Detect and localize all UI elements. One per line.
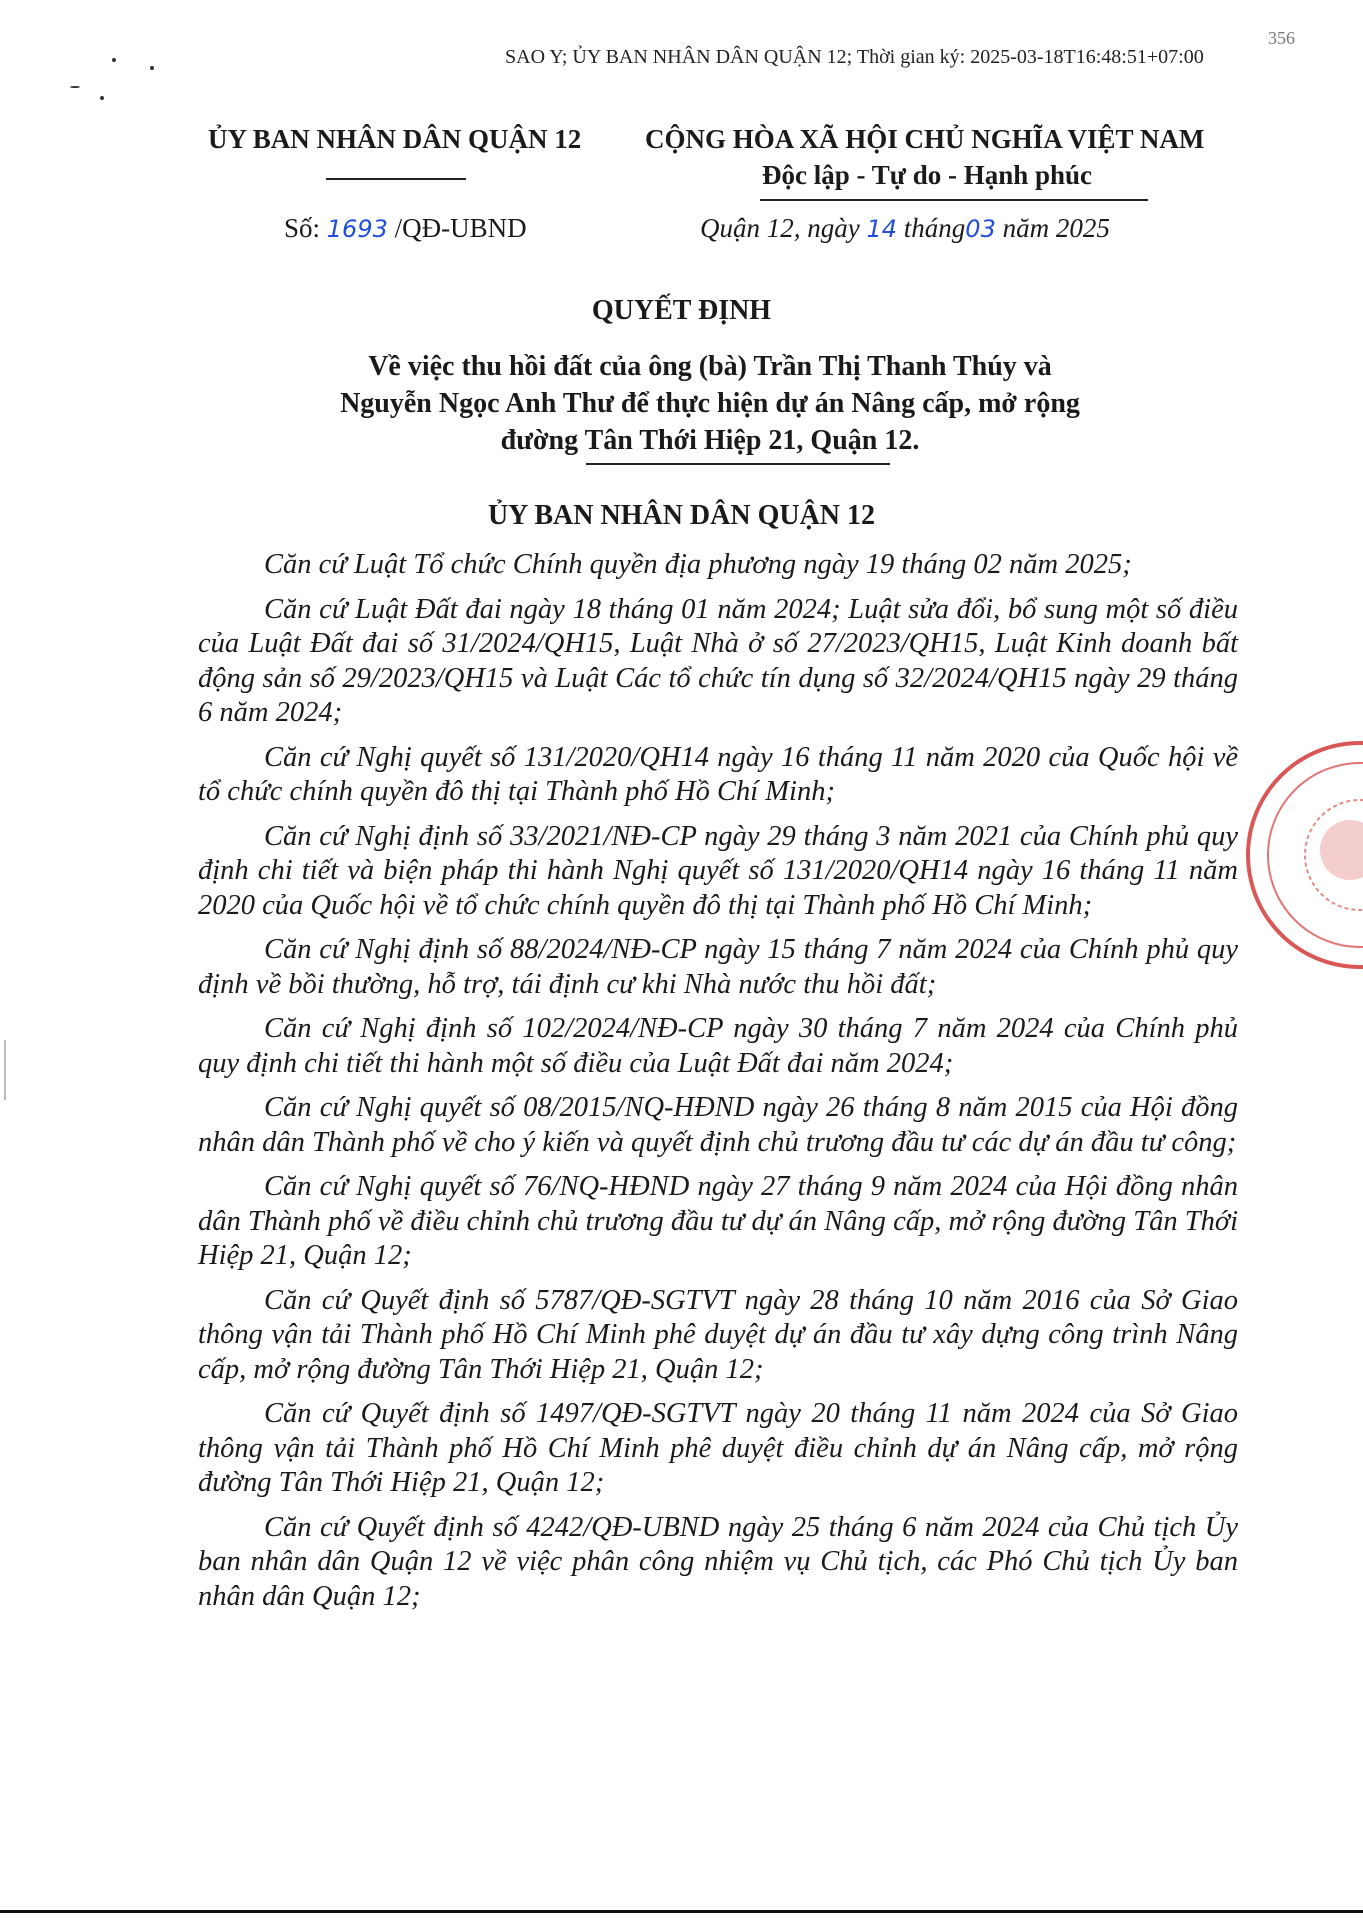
date-prefix: Quận 12, ngày <box>700 213 867 243</box>
legal-basis-paragraph: Căn cứ Luật Đất đai ngày 18 tháng 01 năm 2024; Luật sửa đổi, bổ sung một số điều của Luật Đất đai số 31/2024/QH15, Luật Nhà ở số 27/2023/QH15, Luật Kinh doanh bất động sản số 29/2023/QH15 và Luật Các tổ chức tín dụng số 32/2024/QH15 ngày 29 tháng 6 năm 2024; <box>198 593 1238 728</box>
date-day-handwritten: 14 <box>866 215 898 243</box>
page-number: 356 <box>1268 28 1295 48</box>
scan-bottom-edge <box>0 1910 1363 1913</box>
legal-basis-paragraph: Căn cứ Nghị định số 33/2021/NĐ-CP ngày 29 tháng 3 năm 2021 của Chính phủ quy định chi tiết và biện pháp thi hành Nghị quyết số 131/2020/QH14 ngày 16 tháng 11 năm 2020 của Quốc hội về tổ chức chính quyền đô thị tại Thành phố Hồ Chí Minh; <box>198 820 1238 921</box>
agency-underline <box>326 178 466 180</box>
legal-basis-paragraph: Căn cứ Luật Tổ chức Chính quyền địa phương ngày 19 tháng 02 năm 2025; <box>264 549 1132 580</box>
legal-basis-paragraph: Căn cứ Nghị định số 88/2024/NĐ-CP ngày 15 tháng 7 năm 2024 của Chính phủ quy định về bồi thường, hỗ trợ, tái định cư khi Nhà nước thu hồi đất; <box>198 934 1238 1000</box>
country-name: CỘNG HÒA XÃ HỘI CHỦ NGHĨA VIỆT NAM <box>645 124 1205 154</box>
digital-signature-line: SAO Y; ỦY BAN NHÂN DÂN QUẬN 12; Thời gian ký: 2025-03-18T16:48:51+07:00 <box>505 46 1204 68</box>
subject-line: đường Tân Thới Hiệp 21, Quận 12. <box>500 425 920 456</box>
agency-name: ỦY BAN NHÂN DÂN QUẬN 12 <box>208 124 582 154</box>
subject-underline <box>586 463 890 465</box>
subject-line: Nguyễn Ngọc Anh Thư để thực hiện dự án Nâng cấp, mở rộng <box>340 388 1080 419</box>
legal-basis-paragraph: Căn cứ Nghị quyết số 08/2015/NQ-HĐND ngày 26 tháng 8 năm 2015 của Hội đồng nhân dân Thành phố về cho ý kiến và quyết định chủ trương đầu tư các dự án đầu tư công; <box>198 1092 1238 1158</box>
doc-number-suffix: /QĐ-UBND <box>387 213 527 243</box>
document-title: QUYẾT ĐỊNH <box>591 295 772 326</box>
document-number <box>284 213 527 244</box>
issuing-authority: ỦY BAN NHÂN DÂN QUẬN 12 <box>487 500 876 531</box>
legal-basis-paragraph: Căn cứ Nghị quyết số 131/2020/QH14 ngày 16 tháng 11 năm 2020 của Quốc hội về tổ chức chính quyền đô thị tại Thành phố Hồ Chí Minh; <box>198 741 1238 807</box>
national-motto: Độc lập - Tự do - Hạnh phúc <box>762 160 1093 190</box>
legal-basis-section <box>198 548 1238 1624</box>
date-month-handwritten: 03 <box>965 215 996 243</box>
legal-basis-paragraph: Căn cứ Nghị định số 102/2024/NĐ-CP ngày 30 tháng 7 năm 2024 của Chính phủ quy định chi tiết thi hành một số điều của Luật Đất đai năm 2024; <box>198 1013 1238 1079</box>
official-seal-stamp <box>1240 730 1363 980</box>
legal-basis-paragraph: Căn cứ Nghị quyết số 76/NQ-HĐND ngày 27 tháng 9 năm 2024 của Hội đồng nhân dân Thành phố về điều chỉnh chủ trương đầu tư dự án Nâng cấp, mở rộng đường Tân Thới Hiệp 21, Quận 12; <box>198 1171 1238 1271</box>
date-year: năm 2025 <box>995 213 1110 243</box>
doc-number-prefix: Số: <box>284 213 327 243</box>
legal-basis-paragraph: Căn cứ Quyết định số 1497/QĐ-SGTVT ngày 20 tháng 11 năm 2024 của Sở Giao thông vận tải Thành phố Hồ Chí Minh phê duyệt điều chỉnh dự án Nâng cấp, mở rộng đường Tân Thới Hiệp 21, Quận 12; <box>198 1398 1238 1498</box>
motto-underline <box>760 199 1148 201</box>
scan-margin-mark <box>4 1040 6 1100</box>
document-subject <box>240 348 1180 459</box>
subject-line: Về việc thu hồi đất của ông (bà) Trần Thị Thanh Thúy và <box>368 351 1052 382</box>
date-month-label: tháng <box>897 213 966 243</box>
doc-number-handwritten: 1693 <box>326 215 388 243</box>
place-date <box>700 213 1110 244</box>
legal-basis-paragraph: Căn cứ Quyết định số 4242/QĐ-UBND ngày 25 tháng 6 năm 2024 của Chủ tịch Ủy ban nhân dân Quận 12 về việc phân công nhiệm vụ Chủ tịch, các Phó Chủ tịch Ủy ban nhân dân Quận 12; <box>198 1511 1238 1612</box>
legal-basis-paragraph: Căn cứ Quyết định số 5787/QĐ-SGTVT ngày 28 tháng 10 năm 2016 của Sở Giao thông vận tải Thành phố Hồ Chí Minh phê duyệt dự án đầu tư xây dựng công trình Nâng cấp, mở rộng đường Tân Thới Hiệp 21, Quận 12; <box>198 1284 1238 1385</box>
scan-speck <box>112 58 116 62</box>
scan-speck <box>70 86 80 88</box>
scan-speck <box>100 96 104 100</box>
scan-speck <box>150 66 154 70</box>
